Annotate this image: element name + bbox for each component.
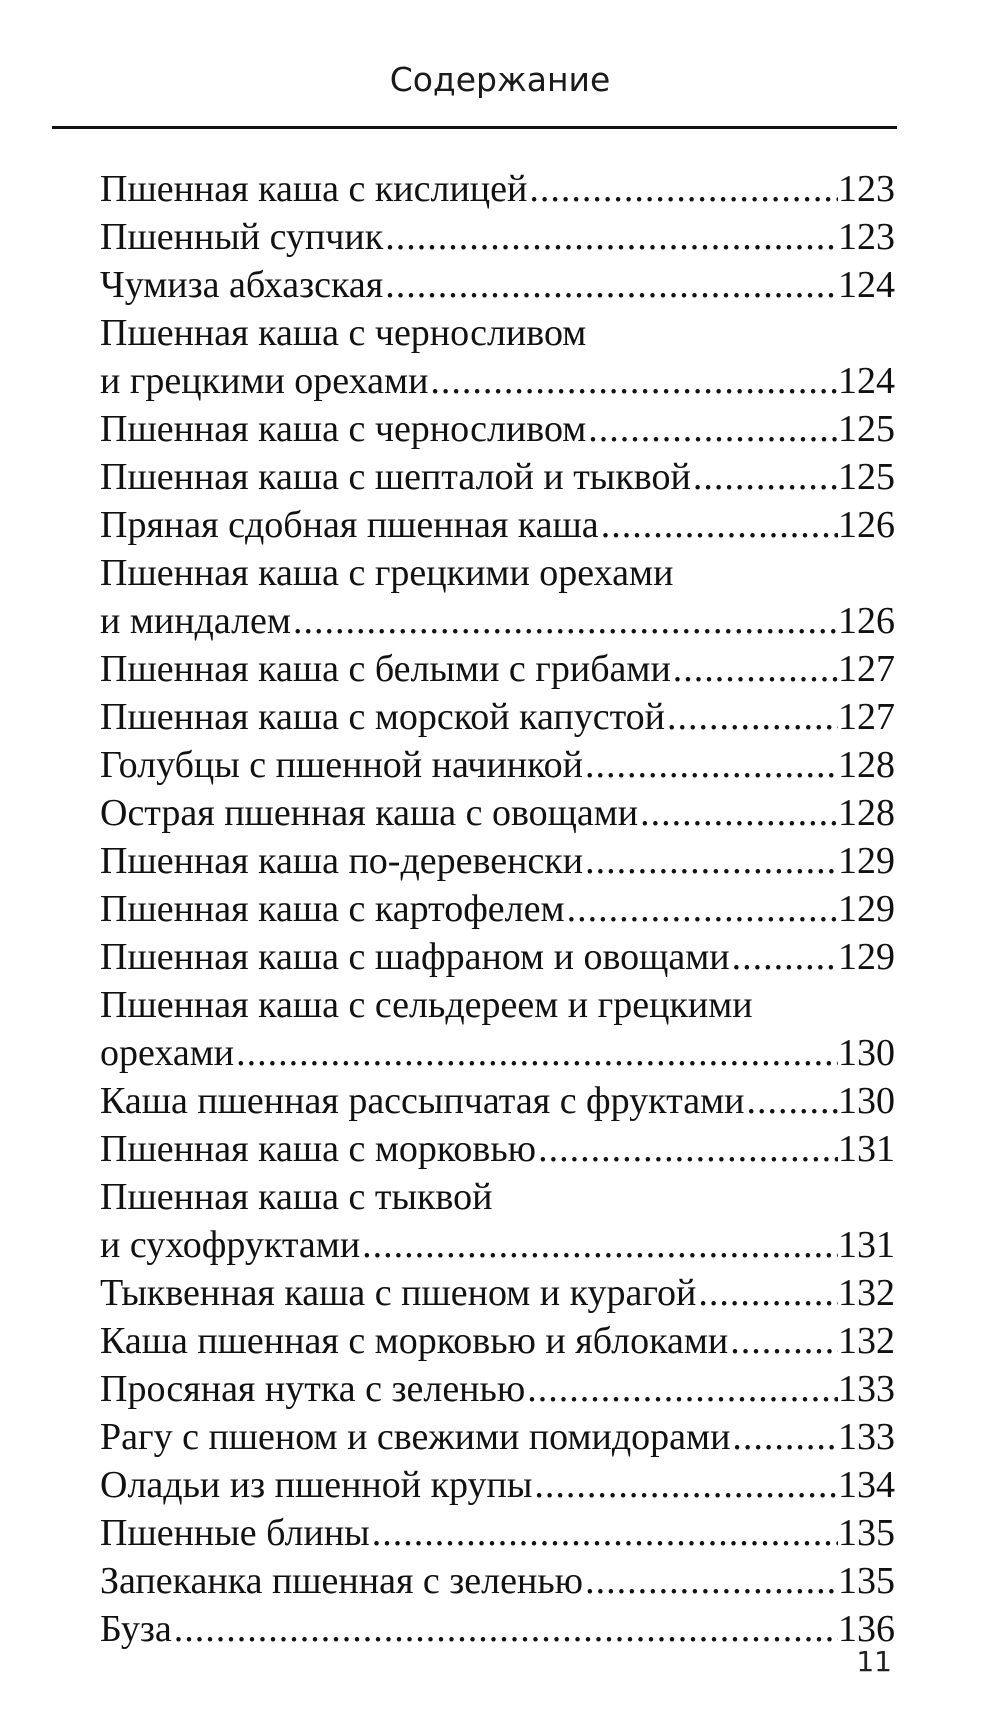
toc-entry-title: Пшенная каша с морковью	[100, 1128, 537, 1170]
toc-entry-title: Пшенная каша с кислицей	[100, 168, 528, 210]
toc-entry-title: Буза	[100, 1608, 172, 1650]
toc-entry-title-line: Пшенная каша с тыквой	[100, 1176, 493, 1218]
header-rule	[52, 126, 897, 129]
toc-entry[interactable]	[100, 213, 895, 261]
dot-leader	[730, 933, 838, 981]
toc-entry[interactable]	[100, 837, 895, 885]
toc-entry-page: 124	[838, 360, 895, 402]
toc-entry[interactable]	[100, 789, 895, 837]
toc-entry-row	[100, 933, 895, 981]
toc-entry-title: Тыквенная каша с пшеном и курагой	[100, 1272, 697, 1314]
toc-entry-title: орехами	[100, 1032, 235, 1074]
toc-entry-row	[100, 1461, 895, 1509]
toc-entry[interactable]	[100, 1317, 895, 1365]
dot-leader	[691, 453, 838, 501]
toc-entry-title: Пшенная каша по-деревенски	[100, 840, 584, 882]
toc-entry[interactable]	[100, 1365, 895, 1413]
toc-entry-page: 128	[838, 744, 895, 786]
toc-entry-title: Острая пшенная каша с овощами	[100, 792, 639, 834]
toc-entry-page: 125	[838, 408, 895, 450]
dot-leader	[586, 405, 838, 453]
dot-leader	[525, 1365, 838, 1413]
toc-entry-page: 135	[838, 1560, 895, 1602]
toc-entry-title: Оладьи из пшенной крупы	[100, 1464, 533, 1506]
toc-entry-page: 132	[838, 1320, 895, 1362]
toc-entry-title: и миндалем	[100, 600, 291, 642]
toc-entry-title: Пшенная каша с шафраном и овощами	[100, 936, 730, 978]
toc-entry-page: 123	[838, 216, 895, 258]
toc-entry-row	[100, 357, 895, 405]
dot-leader	[583, 741, 838, 789]
toc-entry-row	[100, 1125, 895, 1173]
toc-entry-page: 130	[838, 1032, 895, 1074]
toc-entry[interactable]	[100, 1077, 895, 1125]
toc-entry[interactable]	[100, 933, 895, 981]
toc-entry[interactable]	[100, 1461, 895, 1509]
toc-entry-row	[100, 165, 895, 213]
dot-leader	[536, 1125, 838, 1173]
toc-entry-page: 130	[838, 1080, 895, 1122]
toc-entry-row	[100, 1221, 895, 1269]
toc-entry-title: Каша пшенная с морковью и яблоками	[100, 1320, 729, 1362]
toc-entry-row	[100, 453, 895, 501]
toc-entry-page: 127	[838, 648, 895, 690]
toc-entry-row	[100, 405, 895, 453]
toc-entry-page: 129	[838, 936, 895, 978]
toc-entry-page: 135	[838, 1512, 895, 1554]
toc-entry-row	[100, 741, 895, 789]
toc-entry-row	[100, 1557, 895, 1605]
toc-entry-page: 129	[838, 888, 895, 930]
dot-leader	[234, 1029, 838, 1077]
toc-entry-page: 131	[838, 1128, 895, 1170]
toc-entry-page: 132	[838, 1272, 895, 1314]
toc-entry[interactable]	[100, 1413, 895, 1461]
toc-entry[interactable]	[100, 309, 895, 405]
toc-entry-title: Пшенный супчик	[100, 216, 384, 258]
toc-entry-row	[100, 1605, 895, 1653]
dot-leader	[744, 1077, 838, 1125]
toc-entry-title: Запеканка пшенная с зеленью	[100, 1560, 584, 1602]
running-header: Содержание	[389, 60, 611, 99]
toc-entry[interactable]	[100, 1557, 895, 1605]
page-number: 11	[856, 1645, 892, 1678]
toc-entry-title: Пшенная каша с белыми с грибами	[100, 648, 671, 690]
dot-leader	[532, 1461, 838, 1509]
toc-entry-page: 136	[838, 1608, 895, 1650]
toc-entry-title: Чумиза абхазская	[100, 264, 384, 306]
dot-leader	[583, 837, 838, 885]
dot-leader	[383, 213, 838, 261]
toc-entry[interactable]	[100, 501, 895, 549]
dot-leader	[638, 789, 838, 837]
toc-entry-row	[100, 213, 895, 261]
toc-entry-title-line: Пшенная каша с сельдереем и грецкими	[100, 984, 753, 1026]
toc-entry-page: 134	[838, 1464, 895, 1506]
toc-entry[interactable]	[100, 1173, 895, 1269]
toc-entry[interactable]	[100, 453, 895, 501]
dot-leader	[671, 645, 838, 693]
toc-entry[interactable]	[100, 1125, 895, 1173]
toc-entry-page: 126	[838, 600, 895, 642]
toc-entry-page: 128	[838, 792, 895, 834]
toc-entry-row	[100, 1317, 895, 1365]
dot-leader	[665, 693, 838, 741]
toc-entry-title: Пшенная каша с морской капустой	[100, 696, 666, 738]
toc-entry-title: и сухофруктами	[100, 1224, 361, 1266]
dot-leader	[728, 1317, 838, 1365]
toc-entry-row	[100, 789, 895, 837]
dot-leader	[730, 1413, 838, 1461]
toc-entry-row	[100, 645, 895, 693]
dot-leader	[370, 1509, 838, 1557]
toc-entry[interactable]	[100, 1605, 895, 1653]
dot-leader	[527, 165, 838, 213]
dot-leader	[360, 1221, 838, 1269]
toc-entry[interactable]	[100, 1269, 895, 1317]
toc-entry-row	[100, 501, 895, 549]
toc-entry-row	[100, 1509, 895, 1557]
toc-entry-page: 133	[838, 1368, 895, 1410]
toc-entry-row	[100, 837, 895, 885]
toc-entry-title: Пшенная каша с шепталой и тыквой	[100, 456, 691, 498]
toc-entry[interactable]	[100, 885, 895, 933]
toc-entry-title: Голубцы с пшенной начинкой	[100, 744, 583, 786]
toc-entry[interactable]	[100, 405, 895, 453]
toc-entry[interactable]	[100, 645, 895, 693]
toc-entry[interactable]	[100, 261, 895, 309]
dot-leader	[428, 357, 838, 405]
toc-entry-title-line: Пшенная каша с грецкими орехами	[100, 552, 674, 594]
toc-entry-row	[100, 693, 895, 741]
toc-entry-title: Пряная сдобная пшенная каша	[100, 504, 599, 546]
toc-entry-title: Каша пшенная рассыпчатая с фруктами	[100, 1080, 745, 1122]
toc-entry-title: Пшенная каша с черносливом	[100, 408, 587, 450]
toc-entry-page: 131	[838, 1224, 895, 1266]
toc-entry-page: 129	[838, 840, 895, 882]
toc-entry[interactable]	[100, 693, 895, 741]
dot-leader	[565, 885, 838, 933]
dot-leader	[172, 1605, 838, 1653]
dot-leader	[383, 261, 838, 309]
toc-entry-title-line: Пшенная каша с черносливом	[100, 312, 587, 354]
toc-entry-row	[100, 1269, 895, 1317]
toc-entry[interactable]	[100, 741, 895, 789]
toc-entry-page: 125	[838, 456, 895, 498]
toc-entry-title: Пшенные блины	[100, 1512, 370, 1554]
dot-leader	[583, 1557, 838, 1605]
toc-entry[interactable]	[100, 981, 895, 1077]
dot-leader	[291, 597, 838, 645]
toc-entry-title: Пшенная каша с картофелем	[100, 888, 565, 930]
toc-entry-row	[100, 885, 895, 933]
table-of-contents	[100, 165, 895, 1653]
toc-entry-row	[100, 261, 895, 309]
toc-entry-title: Рагу с пшеном и свежими помидорами	[100, 1416, 731, 1458]
toc-entry[interactable]	[100, 1509, 895, 1557]
toc-entry[interactable]	[100, 549, 895, 645]
toc-entry-row	[100, 1413, 895, 1461]
toc-entry-row	[100, 1365, 895, 1413]
toc-entry-page: 123	[838, 168, 895, 210]
toc-entry-title: Просяная нутка с зеленью	[100, 1368, 526, 1410]
toc-entry-row	[100, 597, 895, 645]
toc-entry-row	[100, 1077, 895, 1125]
toc-entry-page: 124	[838, 264, 895, 306]
toc-entry-page: 133	[838, 1416, 895, 1458]
toc-entry-title: и грецкими орехами	[100, 360, 429, 402]
toc-entry-page: 127	[838, 696, 895, 738]
toc-entry[interactable]	[100, 165, 895, 213]
toc-entry-row	[100, 1029, 895, 1077]
toc-entry-page: 126	[838, 504, 895, 546]
dot-leader	[696, 1269, 838, 1317]
dot-leader	[599, 501, 838, 549]
